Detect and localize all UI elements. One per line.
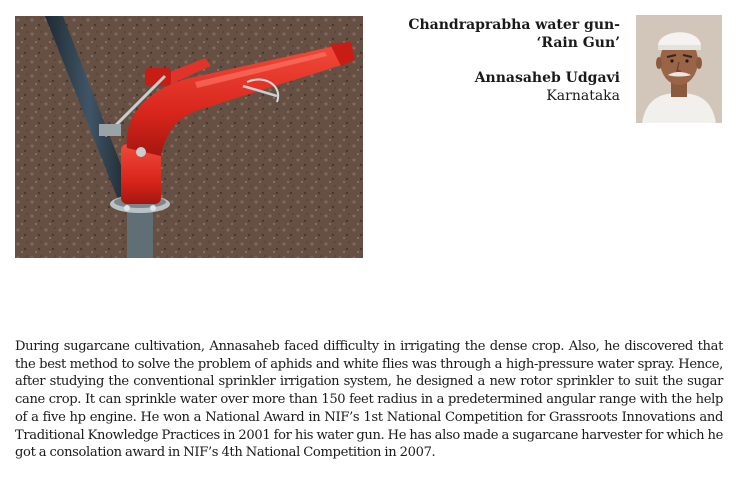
water-gun-photo (15, 16, 363, 258)
innovator-location: Karnataka (546, 88, 620, 104)
caption-block (360, 16, 620, 105)
innovator-name: Annasaheb Udgavi (474, 70, 620, 86)
innovation-title-line2: ‘Rain Gun’ (536, 35, 620, 51)
innovation-title-line1: Chandraprabha water gun- (408, 17, 620, 33)
innovator-portrait-photo (636, 15, 722, 123)
description-paragraph: During sugarcane cultivation, Annasaheb faced difficulty in irrigating the dense crop. Also, he discovered that the best method to solve the problem of aphids and white flies was through a high-pressure water spray. Hence, after studying the conventional sprinkler irrigation system, he designed a new rotor sprinkler to suit the sugar cane crop. It can sprinkle water over more than 150 feet radius in a predetermined angular range with the help of a five hp engine. He won a National Award in NIF’s 1st National Competition for Grassroots Innovations and Traditional Knowledge Practices in 2001 for his water gun. He has also made a sugarcane harvester for which he got a consolation award in NIF’s 4th National Competition in 2007. (15, 339, 723, 461)
